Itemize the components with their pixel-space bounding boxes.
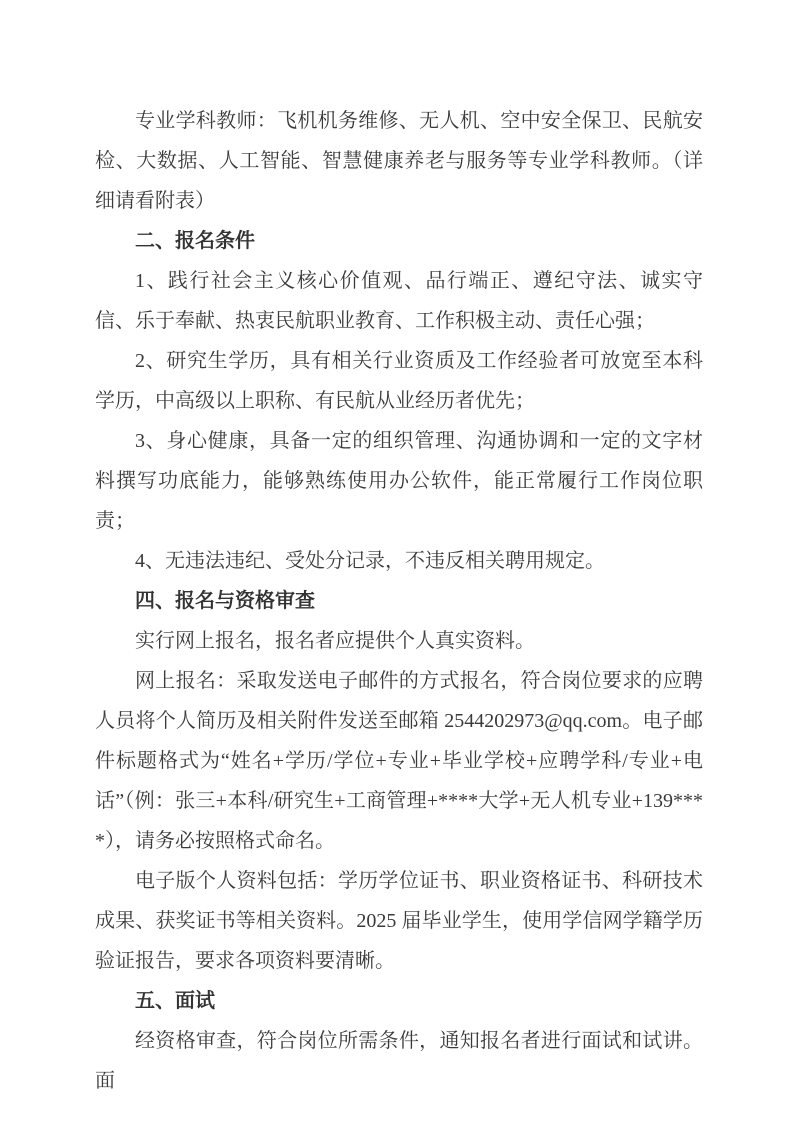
condition-1-paragraph: 1、践行社会主义核心价值观、品行端正、遵纪守法、诚实守信、乐于奉献、热衷民航职业教育、工作积极主动、责任心强；: [95, 270, 703, 332]
condition-3-paragraph: 3、身心健康，具备一定的组织管理、沟通协调和一定的文字材料撰写功底能力，能够熟练使用办公软件，能正常履行工作岗位职责；: [95, 430, 703, 532]
heading-section-2-application-conditions: 二、报名条件: [135, 230, 255, 252]
interview-process-paragraph: 经资格审查，符合岗位所需条件，通知报名者进行面试和试讲。面: [95, 1030, 703, 1092]
condition-2-paragraph: 2、研究生学历，具有相关行业资质及工作经验者可放宽至本科学历，中高级以上职称、有民航从业经历者优先；: [95, 350, 703, 412]
online-registration-note-paragraph: 实行网上报名，报名者应提供个人真实资料。: [135, 630, 535, 652]
electronic-materials-paragraph: 电子版个人资料包括：学历学位证书、职业资格证书、科研技术成果、获奖证书等相关资料。2025 届毕业学生，使用学信网学籍学历验证报告，要求各项资料要清晰。: [95, 870, 703, 972]
heading-section-4-registration-and-qualification-review: 四、报名与资格审查: [135, 590, 315, 612]
condition-4-paragraph: 4、无违法违纪、受处分记录，不违反相关聘用规定。: [135, 550, 605, 572]
document-content: [95, 101, 703, 1101]
heading-section-5-interview: 五、面试: [135, 990, 215, 1012]
intro-professional-teachers-paragraph: 专业学科教师：飞机机务维修、无人机、空中安全保卫、民航安检、大数据、人工智能、智慧健康养老与服务等专业学科教师。（详细请看附表）: [95, 110, 703, 212]
email-application-instructions-paragraph: 网上报名：采取发送电子邮件的方式报名，符合岗位要求的应聘人员将个人简历及相关附件发送至邮箱 2544202973@qq.com。电子邮件标题格式为“姓名+学历/学位+专业+毕业学校+应聘学科/专业+电话”（例：张三+本科/研究生+工商管理+****大学+无人机专业+139****），请务必按照格式命名。: [95, 670, 703, 852]
